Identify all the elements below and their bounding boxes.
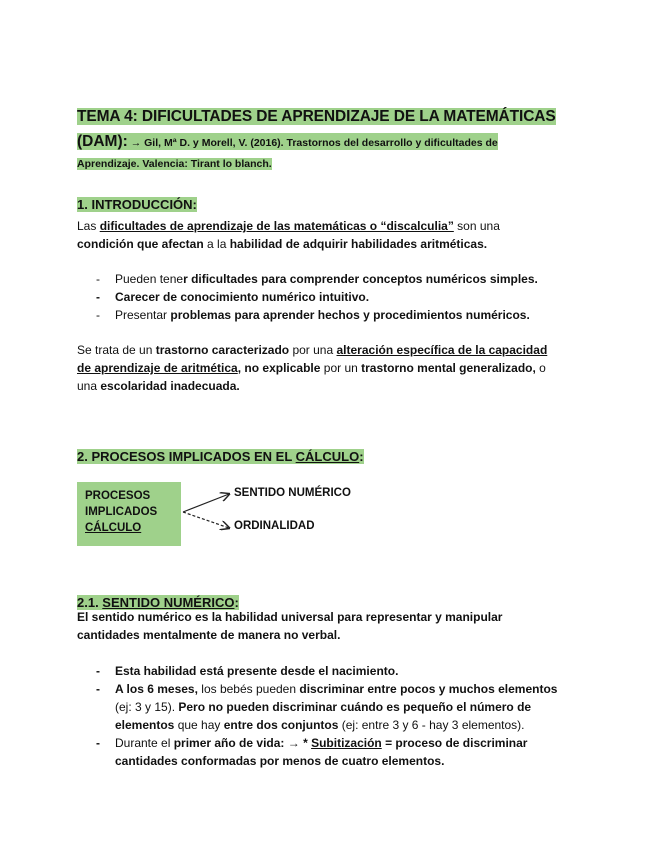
para2-text-5: de aprendizaje de aritmética xyxy=(77,361,238,375)
bullet-21-3-text-a: Durante el xyxy=(115,736,174,750)
section-2-heading-a: 2. PROCESOS IMPLICADOS EN EL xyxy=(77,449,296,464)
para2-text-3: por una xyxy=(289,343,337,357)
intro-text-4: condición que afectan xyxy=(77,237,204,251)
section-2-1-heading-a: 2.1. xyxy=(77,595,103,610)
title-line-2 xyxy=(77,133,498,152)
processes-box xyxy=(77,482,181,546)
section-2-heading-c: : xyxy=(359,449,364,464)
list-item: - Esta habilidad está presente desde el nacimiento. xyxy=(96,664,399,678)
bullet-21-1-text: Esta habilidad está presente desde el nacimiento. xyxy=(115,664,399,678)
para2-text-4: alteración específica de la capacidad xyxy=(336,343,548,357)
bullet-1-text-a: Pueden tene xyxy=(115,272,184,286)
section-1-heading-text: 1. INTRODUCCIÓN: xyxy=(77,197,197,212)
section-2-1-bullet-list xyxy=(96,662,557,770)
diagram-arrows xyxy=(181,488,233,536)
para2-text-11: escolaridad inadecuada. xyxy=(100,379,240,393)
box-line-1: PROCESOS xyxy=(85,490,151,502)
bullet-21-3-text-b: primer año de vida: → * xyxy=(173,736,312,750)
list-item: - Carecer de conocimiento numérico intuitivo. xyxy=(96,290,370,304)
title-reference-2: Aprendizaje. Valencia: Tirant lo blanch. xyxy=(77,158,272,170)
bullet-3-text-a: Presentar xyxy=(115,308,171,322)
bullet-21-2-text-a: A los 6 meses, xyxy=(115,682,198,696)
arrow-to-sentido-numerico xyxy=(183,494,229,512)
title-dam: (DAM): xyxy=(77,133,128,150)
bullet-21-3-text-c: Subitización xyxy=(311,736,382,750)
diagram-label-ordinalidad: ORDINALIDAD xyxy=(234,520,315,532)
definition-line-2: cantidades mentalmente de manera no verbal. xyxy=(77,628,341,642)
diagram-label-sentido-numerico: SENTIDO NUMÉRICO xyxy=(234,487,351,499)
intro-text-3: son una xyxy=(453,219,500,233)
bullet-21-2-text-b: los bebés pueden xyxy=(197,682,300,696)
definition-line-1: El sentido numérico es la habilidad universal para representar y manipular xyxy=(77,610,503,624)
list-item: - Presentar problemas para aprender hechos y procedimientos numéricos. xyxy=(96,308,530,322)
intro-text-6: habilidad de adquirir habilidades aritméticas. xyxy=(229,237,488,251)
section-1-heading xyxy=(77,197,197,214)
intro-text-2: dificultades de aprendizaje de las matemáticas o “discalculia” xyxy=(99,219,454,233)
title-reference-1: → Gil, Mª D. y Morell, V. (2016). Trastornos del desarrollo y dificultades de xyxy=(127,137,498,149)
bullet-2-text: Carecer de conocimiento numérico intuitivo. xyxy=(115,290,370,304)
section-2-1-heading-c: : xyxy=(234,595,239,610)
title-line-1: TEMA 4: DIFICULTADES DE APRENDIZAJE DE LA MATEMÁTICAS xyxy=(77,108,556,125)
list-item: - Durante el primer año de vida: → * Subitización = proceso de discriminar cantidades conformadas por menos de cuatro elementos. xyxy=(96,736,528,768)
bullet-3-text-b: problemas para aprender hechos y procedimientos numéricos. xyxy=(170,308,530,322)
para2-text-2: trastorno caracterizado xyxy=(155,343,290,357)
intro-text-5: a la xyxy=(203,237,230,251)
para2-text-10: una xyxy=(77,379,101,393)
box-line-2: IMPLICADOS xyxy=(85,506,158,518)
intro-text-1: Las xyxy=(77,219,100,233)
section-2-1-heading-b: SENTIDO NUMÉRICO xyxy=(102,595,235,610)
bullet-21-2-text-g: que hay xyxy=(174,718,224,732)
bullet-21-2-text-d: (ej: 3 y 15). xyxy=(115,700,179,714)
arrow-to-ordinalidad xyxy=(183,512,229,528)
section-2-heading xyxy=(77,449,364,466)
para2-text-1: Se trata de un xyxy=(77,343,156,357)
bullet-1-text-b: r dificultades para comprender conceptos numéricos simples. xyxy=(183,272,538,286)
para2-text-7: por un xyxy=(320,361,362,375)
document-title xyxy=(77,108,556,127)
bullet-21-2-text-c: discriminar entre pocos y muchos elementos xyxy=(299,682,558,696)
para2-text-9: o xyxy=(535,361,546,375)
box-line-3: CÁLCULO xyxy=(85,522,142,534)
bullet-21-2-text-i: (ej: entre 3 y 6 - hay 3 elementos). xyxy=(338,718,525,732)
bullet-21-3-text-e: cantidades conformadas por menos de cuatro elementos. xyxy=(115,754,445,768)
bullet-21-2-text-f: elementos xyxy=(115,718,175,732)
para2-text-8: trastorno mental generalizado, xyxy=(361,361,536,375)
section-1-paragraph-2 xyxy=(77,341,587,395)
para2-text-6: , no explicable xyxy=(237,361,321,375)
section-2-heading-b: CÁLCULO xyxy=(295,449,360,464)
bullet-21-2-text-h: entre dos conjuntos xyxy=(223,718,339,732)
bullet-21-2-text-e: Pero no pueden discriminar cuándo es pequeño el número de xyxy=(178,700,532,714)
title-line-3 xyxy=(77,158,272,171)
section-1-bullet-list xyxy=(96,270,538,324)
list-item: - A los 6 meses, los bebés pueden discriminar entre pocos y muchos elementos (ej: 3 y 15). Pero no pueden discriminar cuándo es pequeño el número de elementos que hay entre dos conjuntos (ej: entre 3 y 6 - hay 3 elementos). xyxy=(96,682,558,732)
section-2-1-definition xyxy=(77,608,587,644)
list-item: - Pueden tener dificultades para comprender conceptos numéricos simples. xyxy=(96,272,538,286)
section-1-intro xyxy=(77,217,587,253)
bullet-21-3-text-d: = proceso de discriminar xyxy=(381,736,528,750)
